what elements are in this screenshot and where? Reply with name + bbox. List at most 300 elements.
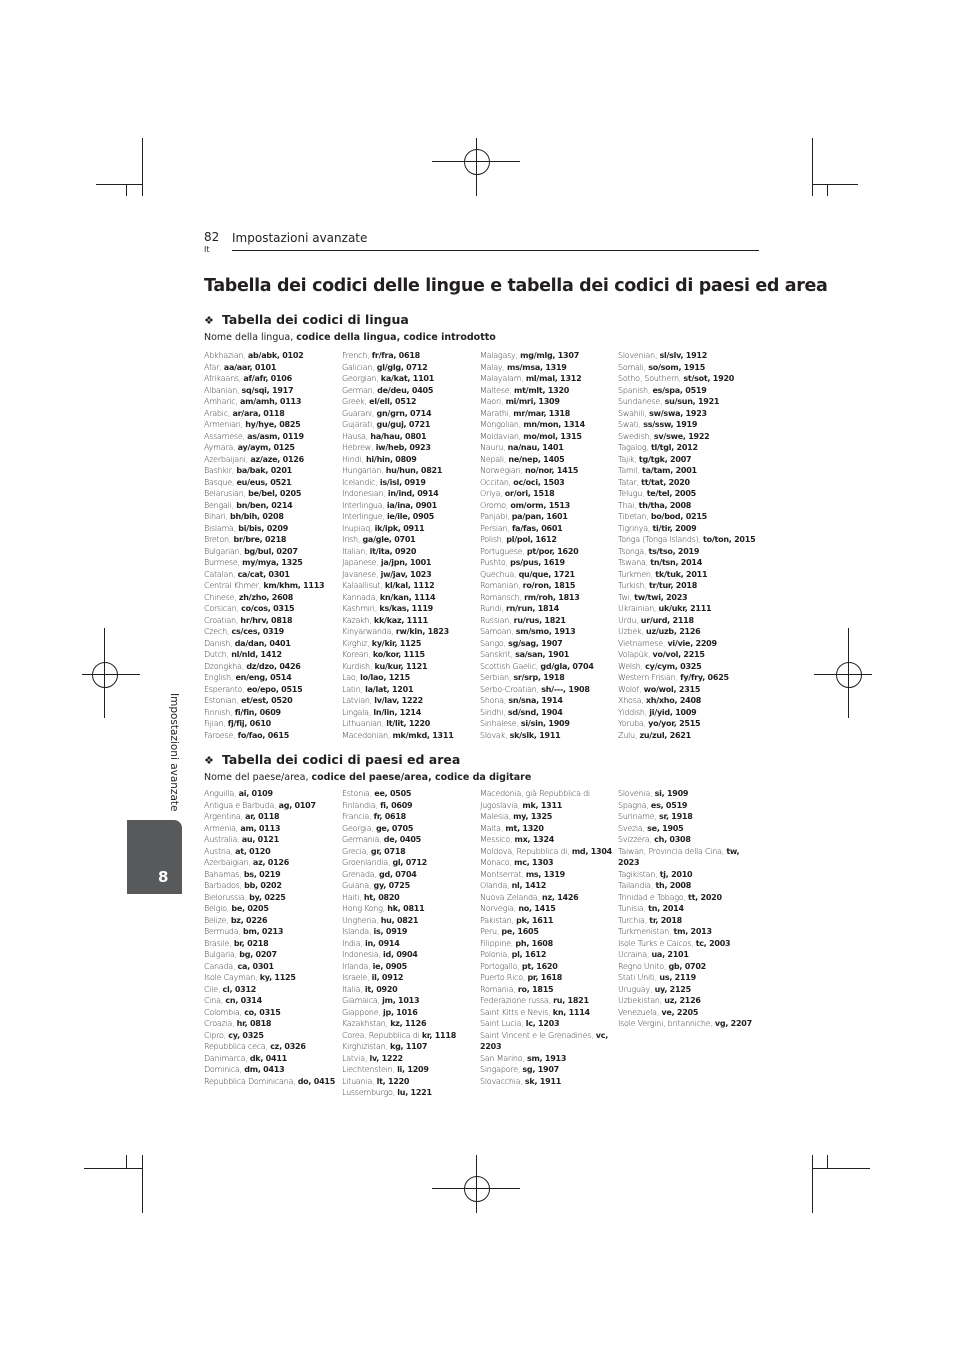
entry-code: su/sun, 1921 <box>664 397 720 406</box>
list-item <box>480 511 618 523</box>
entry-code: hr/hrv, 0818 <box>240 615 293 625</box>
list-item <box>618 350 756 362</box>
entry-code: fr, 0618 <box>373 812 406 821</box>
entry-name: Basque, <box>204 477 235 487</box>
list-item <box>480 707 618 719</box>
list-item <box>342 1007 480 1019</box>
entry-name: Tonga (Tonga Islands), <box>618 535 701 544</box>
entry-code: tw/twi, 2023 <box>634 592 688 602</box>
list-item <box>618 523 756 535</box>
chapter-tab <box>127 820 182 894</box>
crop-mark-line <box>827 1155 828 1169</box>
entry-code: bo/bod, 0215 <box>650 512 707 521</box>
entry-name: Pakistan, <box>480 915 514 925</box>
list-item <box>480 938 618 950</box>
entry-name: Yiddish, <box>618 707 647 717</box>
language-table <box>204 350 764 741</box>
entry-name: Hungarian, <box>342 466 384 475</box>
list-item <box>342 649 480 661</box>
entry-name: Pushto, <box>480 558 508 567</box>
list-item <box>204 557 342 569</box>
list-item <box>342 1018 480 1030</box>
list-item <box>618 800 756 812</box>
chapter-number: 8 <box>158 868 169 886</box>
entry-code: lo/lao, 1215 <box>360 673 410 682</box>
entry-code: kr, 1118 <box>421 1030 457 1040</box>
list-item <box>342 626 480 638</box>
list-item <box>204 546 342 558</box>
entry-name: Korean, <box>342 650 371 659</box>
running-title: Impostazioni avanzate <box>232 231 368 245</box>
entry-name: Swahili, <box>618 408 647 418</box>
crop-mark-line <box>126 184 127 196</box>
page-number: 82 <box>204 230 220 244</box>
entry-code: sa/san, 1901 <box>515 650 570 659</box>
list-item <box>618 385 756 397</box>
entry-name: Urdu, <box>618 615 639 625</box>
entry-code: no/nor, 1415 <box>524 466 579 475</box>
entry-name: Oromo, <box>480 500 509 510</box>
entry-name: Persian, <box>480 523 510 533</box>
entry-code: bi/bis, 0209 <box>238 523 289 533</box>
entry-name: Welsh, <box>618 661 643 671</box>
entry-code: co/cos, 0315 <box>241 604 295 613</box>
list-item <box>618 984 756 996</box>
entry-name: Sanskrit, <box>480 650 513 659</box>
entry-code: ps/pus, 1619 <box>510 558 565 567</box>
entry-name: Nuova Zelanda, <box>480 892 540 902</box>
entry-code: cn, 0314 <box>225 996 262 1005</box>
entry-name: Thai, <box>618 500 637 510</box>
entry-code: dz/dzo, 0426 <box>246 661 301 671</box>
entry-code: th/tha, 2008 <box>638 500 692 510</box>
list-item <box>342 442 480 454</box>
entry-code: sr, 1918 <box>658 812 693 821</box>
entry-code: tj, 2010 <box>659 869 693 879</box>
entry-name: Uruguay, <box>618 984 653 994</box>
entry-name: Japanese, <box>342 558 379 567</box>
list-item <box>618 488 756 500</box>
list-item <box>480 569 618 581</box>
entry-name: Xhosa, <box>618 696 644 705</box>
entry-name: Colombia, <box>204 1007 242 1017</box>
entry-code: tk/tuk, 2011 <box>655 569 708 579</box>
entry-name: Lituania, <box>342 1076 375 1086</box>
entry-name: Singapore, <box>480 1065 521 1074</box>
entry-code: cy/cym, 0325 <box>645 661 702 671</box>
crop-mark-line <box>812 184 858 185</box>
entry-name: Irlanda, <box>342 961 371 971</box>
list-item <box>480 846 618 858</box>
entry-code: lv, 1222 <box>369 1053 403 1063</box>
entry-code: af/afr, 0106 <box>243 374 292 383</box>
entry-name: Albanian, <box>204 385 240 395</box>
entry-code: oc/oci, 1503 <box>513 477 565 487</box>
side-tab-label-text: Impostazioni avanzate <box>168 693 180 812</box>
list-item <box>204 626 342 638</box>
entry-name: Esperanto, <box>204 684 245 694</box>
list-item <box>480 431 618 443</box>
list-item <box>618 615 756 627</box>
entry-code: ik/ipk, 0911 <box>374 523 425 533</box>
entry-name: Monaco, <box>480 858 512 867</box>
list-item <box>204 903 342 915</box>
crop-mark-line <box>812 1168 870 1169</box>
list-item <box>618 846 756 869</box>
list-item <box>204 800 342 812</box>
country-subtitle-name: Nome del paese/area, <box>204 772 309 783</box>
crop-mark-line <box>142 1155 143 1213</box>
entry-code: hr, 0818 <box>236 1019 272 1028</box>
entry-code: de/deu, 0405 <box>377 385 434 395</box>
list-item <box>342 892 480 904</box>
entry-name: Faroese, <box>204 730 236 740</box>
list-item <box>342 834 480 846</box>
entry-name: Tibetan, <box>618 512 649 521</box>
entry-name: Tagalog, <box>618 443 649 452</box>
entry-name: Nepali, <box>480 454 507 464</box>
list-item <box>618 1018 756 1030</box>
entry-code: sr/srp, 1918 <box>513 673 565 682</box>
entry-name: Bashkir, <box>204 466 235 475</box>
registration-mark <box>92 662 118 688</box>
entry-name: Liechtenstein, <box>342 1065 395 1074</box>
list-item <box>618 972 756 984</box>
list-item <box>480 454 618 466</box>
entry-name: Germania, <box>342 835 382 844</box>
entry-code: uk/ukr, 2111 <box>658 604 712 613</box>
entry-name: Tajik, <box>618 454 637 464</box>
entry-name: Nauru, <box>480 443 506 452</box>
entry-code: ms, 1319 <box>525 869 565 879</box>
entry-name: Corsican, <box>204 604 239 613</box>
entry-code: bg, 0207 <box>239 950 277 959</box>
list-item <box>618 431 756 443</box>
list-item <box>204 972 342 984</box>
language-section-heading <box>204 312 409 327</box>
entry-name: Estonian, <box>204 696 239 705</box>
list-item <box>342 1053 480 1065</box>
list-item <box>618 661 756 673</box>
language-code: It <box>204 245 210 254</box>
entry-name: Dzongkha, <box>204 661 245 671</box>
entry-name: Uzbekistan, <box>618 996 662 1005</box>
entry-name: Giappone, <box>342 1007 381 1017</box>
list-item <box>342 396 480 408</box>
entry-code: it/ita, 0920 <box>369 546 417 556</box>
entry-code: is, 0919 <box>373 927 408 936</box>
entry-code: ms/msa, 1319 <box>507 362 567 372</box>
entry-code: ja/jpn, 1001 <box>380 558 432 567</box>
list-item <box>480 869 618 881</box>
list-item <box>618 880 756 892</box>
list-item <box>480 442 618 454</box>
entry-name: Portuguese, <box>480 546 525 556</box>
entry-name: Latvia, <box>342 1053 368 1063</box>
entry-name: Azerbaigian, <box>204 858 251 867</box>
entry-code: ts/tso, 2019 <box>648 546 700 556</box>
entry-name: Lingala, <box>342 707 372 717</box>
list-item <box>618 442 756 454</box>
list-item <box>618 396 756 408</box>
list-item <box>480 915 618 927</box>
entry-name: Uzbek, <box>618 627 644 636</box>
entry-code: hi/hin, 0809 <box>365 454 417 464</box>
entry-name: Guarani, <box>342 408 375 418</box>
list-item <box>480 1018 618 1030</box>
list-item <box>342 984 480 996</box>
entry-code: ee, 0505 <box>374 789 412 798</box>
entry-code: is/isl, 0919 <box>379 477 426 487</box>
list-item <box>342 1087 480 1099</box>
entry-name: Kannada, <box>342 592 378 602</box>
entry-code: kl/kal, 1112 <box>384 581 435 590</box>
list-item <box>204 615 342 627</box>
entry-code: sg/sag, 1907 <box>508 638 563 648</box>
list-item <box>480 638 618 650</box>
entry-name: San Marino, <box>480 1053 525 1063</box>
list-item <box>618 869 756 881</box>
list-item <box>480 649 618 661</box>
entry-name: Ukrainian, <box>618 604 657 613</box>
list-item <box>204 811 342 823</box>
entry-name: Sango, <box>480 638 506 648</box>
list-item <box>204 695 342 707</box>
header-rule <box>232 250 759 251</box>
entry-name: Interlingue, <box>342 512 385 521</box>
entry-code: hy/hye, 0825 <box>245 420 301 429</box>
list-item <box>480 477 618 489</box>
list-item <box>480 1030 618 1053</box>
list-item <box>204 788 342 800</box>
list-item <box>480 546 618 558</box>
entry-code: do, 0415 <box>297 1076 336 1086</box>
page-title: Tabella dei codici delle lingue e tabella dei codici di paesi ed area <box>204 276 828 296</box>
entry-name: India, <box>342 938 363 948</box>
entry-code: fj/fij, 0610 <box>227 719 271 728</box>
entry-name: Assamese, <box>204 431 245 441</box>
entry-code: ar/ara, 0118 <box>232 408 285 418</box>
entry-code: tt/tat, 2020 <box>641 477 690 487</box>
entry-code: ln/lin, 1214 <box>373 707 422 717</box>
crop-mark-line <box>126 1155 127 1169</box>
entry-code: jp, 1016 <box>382 1007 418 1017</box>
entry-name: Latvian, <box>342 696 372 705</box>
list-item <box>342 1041 480 1053</box>
entry-name: Serbian, <box>480 673 512 682</box>
list-item <box>480 880 618 892</box>
entry-name: Quechua, <box>480 569 517 579</box>
entry-name: Vietnamese, <box>618 638 666 648</box>
entry-code: pk, 1611 <box>516 915 554 925</box>
crop-mark-line <box>84 1168 142 1169</box>
list-item <box>342 569 480 581</box>
entry-code: au, 0121 <box>241 835 279 844</box>
list-item <box>342 580 480 592</box>
entry-name: Slovacchia, <box>480 1076 523 1086</box>
entry-code: uy, 2125 <box>654 984 691 994</box>
entry-name: Repubblica ceca, <box>204 1042 268 1051</box>
entry-name: Indonesian, <box>342 489 386 498</box>
list-item <box>204 938 342 950</box>
entry-code: fa/fas, 0601 <box>511 523 563 533</box>
entry-name: Central Khmer, <box>204 581 262 590</box>
entry-code: to/ton, 2015 <box>703 535 756 544</box>
entry-code: ht, 0820 <box>363 892 400 902</box>
entry-name: Tsonga, <box>618 546 647 556</box>
entry-name: Catalan, <box>204 569 236 579</box>
entry-code: by, 0225 <box>249 892 286 902</box>
entry-code: gd, 0704 <box>379 869 417 879</box>
entry-name: Czech, <box>204 627 230 636</box>
entry-code: pe, 1605 <box>501 927 539 936</box>
entry-name: Amharic, <box>204 397 238 406</box>
entry-code: de, 0405 <box>383 835 421 844</box>
entry-code: rw/kin, 1823 <box>395 627 449 636</box>
list-item <box>618 511 756 523</box>
entry-name: Argentina, <box>204 812 243 821</box>
entry-code: fo/fao, 0615 <box>237 730 290 740</box>
entry-code: zh/zho, 2608 <box>238 592 294 602</box>
entry-name: Kurdish, <box>342 661 373 671</box>
entry-name: Volapük, <box>618 650 651 659</box>
entry-name: Bislama, <box>204 523 236 533</box>
entry-code: mi/mri, 1309 <box>505 397 560 406</box>
entry-name: Saint Vincent e le Grenadines, <box>480 1030 594 1040</box>
entry-name: Lithuanian, <box>342 719 384 728</box>
entry-code: ua, 2101 <box>651 950 689 959</box>
entry-code: bb, 0202 <box>244 881 282 890</box>
entry-code: my/mya, 1325 <box>242 558 303 567</box>
list-item <box>342 1076 480 1088</box>
entry-code: th, 2008 <box>655 881 692 890</box>
list-item <box>342 557 480 569</box>
list-item <box>342 707 480 719</box>
table-column <box>342 788 480 1099</box>
entry-name: Kashmiri, <box>342 604 378 613</box>
entry-name: Isole Vergini, britanniche, <box>618 1019 713 1028</box>
list-item <box>480 672 618 684</box>
list-item <box>204 523 342 535</box>
entry-name: Bulgarian, <box>204 546 242 556</box>
entry-name: Sindhi, <box>480 707 506 717</box>
crop-mark-line <box>96 184 142 185</box>
entry-name: Abkhazian, <box>204 351 246 360</box>
entry-code: lc, 1203 <box>525 1019 560 1028</box>
list-item <box>342 431 480 443</box>
list-item <box>480 1007 618 1019</box>
entry-name: Isole Turks e Caicos, <box>618 938 694 948</box>
entry-name: Trinidad e Tobago, <box>618 892 686 902</box>
entry-name: Serbo-Croatian, <box>480 684 539 694</box>
entry-name: Bahamas, <box>204 869 242 879</box>
list-item <box>618 408 756 420</box>
entry-name: Croatian, <box>204 615 239 625</box>
list-item <box>342 546 480 558</box>
list-item <box>342 592 480 604</box>
entry-code: fi/fin, 0609 <box>234 707 281 717</box>
entry-code: sm/smo, 1913 <box>515 627 576 636</box>
list-item <box>480 661 618 673</box>
list-item <box>342 730 480 742</box>
entry-name: Javanese, <box>342 569 379 579</box>
entry-name: Isole Cayman, <box>204 973 258 982</box>
entry-code: sn/sna, 1914 <box>508 696 563 705</box>
entry-code: in/ind, 0914 <box>387 489 439 498</box>
entry-name: Slovenia, <box>618 789 653 798</box>
list-item <box>480 419 618 431</box>
entry-code: pt/por, 1620 <box>526 546 579 556</box>
entry-name: Burmese, <box>204 558 240 567</box>
entry-code: fy/fry, 0625 <box>680 673 729 682</box>
entry-code: eu/eus, 0521 <box>236 477 292 487</box>
list-item <box>342 1064 480 1076</box>
entry-name: Anguilla, <box>204 789 237 798</box>
list-item <box>480 500 618 512</box>
entry-name: Chinese, <box>204 592 237 602</box>
entry-code: wo/wol, 2315 <box>643 684 701 694</box>
list-item <box>342 465 480 477</box>
list-item <box>618 603 756 615</box>
entry-name: Lussemburgo, <box>342 1088 395 1097</box>
list-item <box>204 511 342 523</box>
list-item <box>204 718 342 730</box>
entry-name: Moldova, Repubblica di, <box>480 846 570 856</box>
entry-name: Icelandic, <box>342 477 378 487</box>
entry-code: fi, 0609 <box>380 800 413 810</box>
list-item <box>204 500 342 512</box>
entry-name: Telugu, <box>618 489 645 498</box>
list-item <box>342 672 480 684</box>
entry-name: Italia, <box>342 984 363 994</box>
list-item <box>342 385 480 397</box>
list-item <box>618 626 756 638</box>
list-item <box>480 580 618 592</box>
entry-name: English, <box>204 673 234 682</box>
entry-name: Afar, <box>204 362 222 372</box>
table-column <box>480 788 618 1099</box>
entry-code: bz, 0226 <box>230 915 268 925</box>
table-column <box>204 788 342 1099</box>
list-item <box>204 592 342 604</box>
entry-code: mo/mol, 1315 <box>523 431 582 441</box>
list-item <box>342 938 480 950</box>
entry-code: ji/yid, 1009 <box>649 707 697 717</box>
entry-name: Estonia, <box>342 789 372 798</box>
list-item <box>204 949 342 961</box>
list-item <box>204 569 342 581</box>
entry-code: kk/kaz, 1111 <box>373 615 428 625</box>
list-item <box>204 465 342 477</box>
list-item <box>342 488 480 500</box>
entry-name: Bengali, <box>204 500 234 510</box>
entry-code: il, 0912 <box>371 973 404 982</box>
entry-code: ai, 0109 <box>238 789 273 798</box>
entry-name: Sinhalese, <box>480 719 519 728</box>
entry-code: pt, 1620 <box>521 961 558 971</box>
list-item <box>480 362 618 374</box>
entry-name: Bielorussia, <box>204 892 247 902</box>
entry-code: om/orm, 1513 <box>510 500 570 510</box>
crop-mark-line <box>104 628 105 718</box>
entry-code: mt/mlt, 1320 <box>514 385 570 395</box>
entry-code: sg, 1907 <box>522 1065 559 1074</box>
entry-code: ss/ssw, 1919 <box>643 420 698 429</box>
entry-code: jm, 1013 <box>382 996 420 1005</box>
table-column <box>618 350 756 741</box>
list-item <box>204 488 342 500</box>
list-item <box>480 592 618 604</box>
